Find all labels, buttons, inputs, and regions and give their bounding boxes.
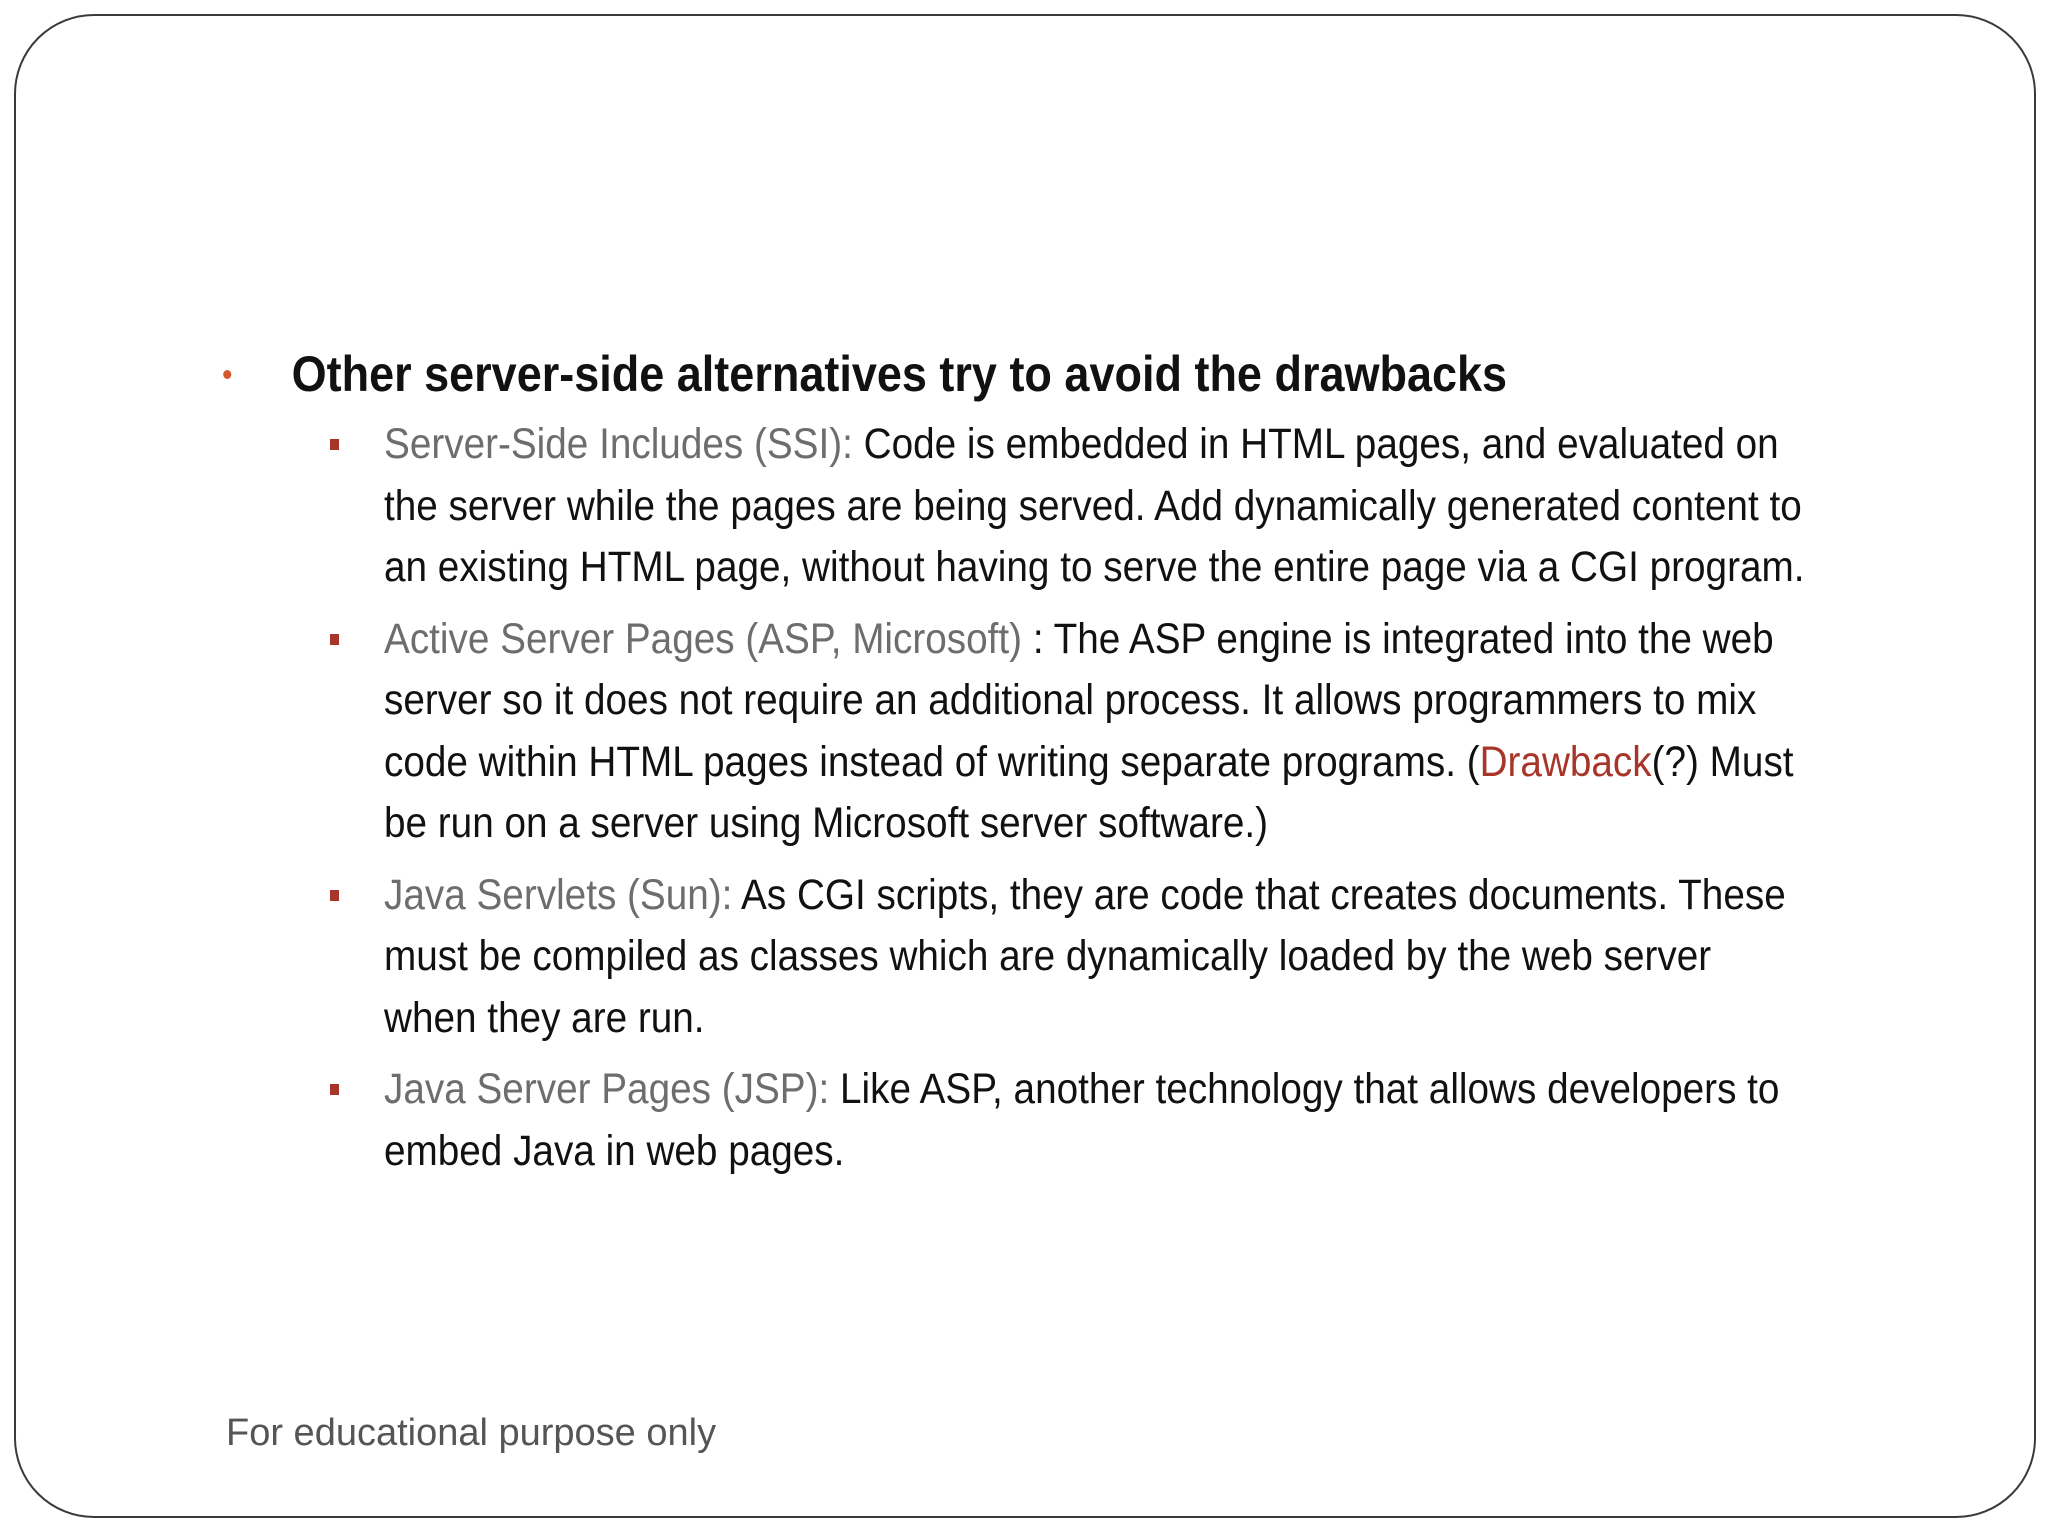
square-bullet-icon xyxy=(330,439,339,450)
description-end: (?) Must be run on a server using Microsoft server software.) xyxy=(384,737,1794,847)
description: Code is embedded in HTML pages, and evaluated on the server while the pages are being served. Add dynamically generated content to an existing HTML page, without having to serve the entire page via a CGI program. xyxy=(384,420,1805,591)
sub-item-ssi xyxy=(216,414,2006,599)
sub-item-jsp xyxy=(216,1059,2006,1182)
term-label: Server-Side Includes (SSI): xyxy=(384,420,853,468)
square-bullet-icon xyxy=(330,890,339,901)
main-bullet-text: Other server-side alternatives try to avoid the drawbacks xyxy=(291,346,1508,402)
square-bullet-icon xyxy=(330,634,339,645)
term-label: Java Servlets (Sun): xyxy=(384,870,733,919)
term-label: Active Server Pages (ASP, Microsoft) xyxy=(384,614,1023,663)
sub-item-text xyxy=(384,1059,1941,1182)
description: Like ASP, another technology that allows developers to embed Java in web pages. xyxy=(384,1065,1780,1175)
description: As CGI scripts, they are code that creates documents. These must be compiled as classes which are dynamically loaded by the web server when they are run. xyxy=(384,870,1786,1042)
sub-bullet-list xyxy=(216,414,1976,1182)
footer-note: For educational purpose only xyxy=(226,1412,717,1454)
sub-item-asp xyxy=(216,609,2006,855)
sub-item-text xyxy=(384,609,1941,855)
sub-item-text xyxy=(384,865,1941,1050)
term-label: Java Server Pages (JSP): xyxy=(384,1065,830,1113)
bullet-dot-icon xyxy=(223,370,231,379)
square-bullet-icon xyxy=(330,1084,339,1095)
drawback-highlight: Drawback xyxy=(1479,737,1652,786)
description-start: : The ASP engine is integrated into the web server so it does not require an additional process. It allows programmers to mix code within HTML pages instead of writing separate programs. ( xyxy=(384,614,1774,786)
sub-item-text xyxy=(384,414,1941,599)
sub-item-servlets xyxy=(216,865,2006,1050)
main-bullet xyxy=(216,336,1800,412)
slide-content xyxy=(216,336,1976,1192)
